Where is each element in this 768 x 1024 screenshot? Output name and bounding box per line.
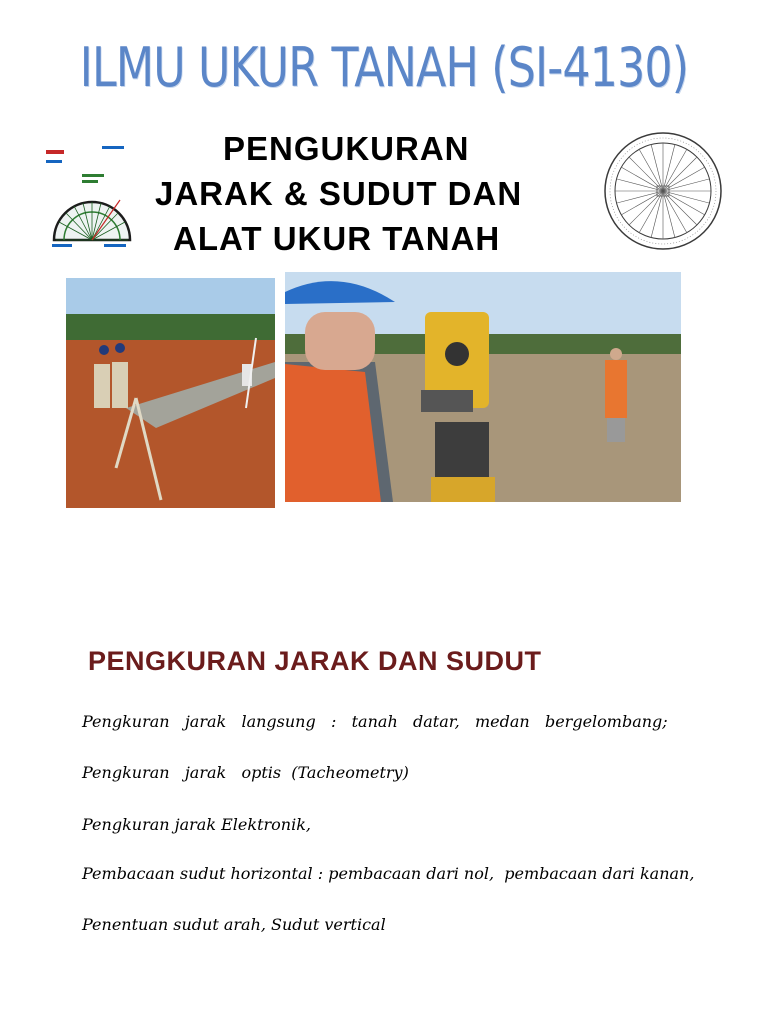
list-item: Pembacaan sudut horizontal : pembacaan dari nol, pembacaan dari kanan, xyxy=(82,864,695,883)
list-item: Pengkuran jarak optis (Tacheometry) xyxy=(82,763,409,782)
list-item: Pengkuran jarak langsung : tanah datar, medan bergelombang; xyxy=(82,712,668,731)
protractor-diagram-icon xyxy=(42,140,142,252)
list-item: Penentuan sudut arah, Sudut vertical xyxy=(82,915,386,934)
subtitle-line-2: JARAK & SUDUT DAN xyxy=(155,175,523,212)
section-heading: PENGKURAN JARAK DAN SUDUT xyxy=(88,646,542,676)
list-item: Pengkuran jarak Elektronik, xyxy=(82,815,311,834)
surveyors-field-photo xyxy=(66,278,275,508)
subtitle-line-3: ALAT UKUR TANAH xyxy=(173,220,501,257)
circular-protractor-icon xyxy=(592,130,734,252)
course-title: ILMU UKUR TANAH (SI-4130) xyxy=(79,36,689,99)
subtitle-line-1: PENGUKURAN xyxy=(223,130,470,167)
total-station-photo xyxy=(285,272,681,502)
